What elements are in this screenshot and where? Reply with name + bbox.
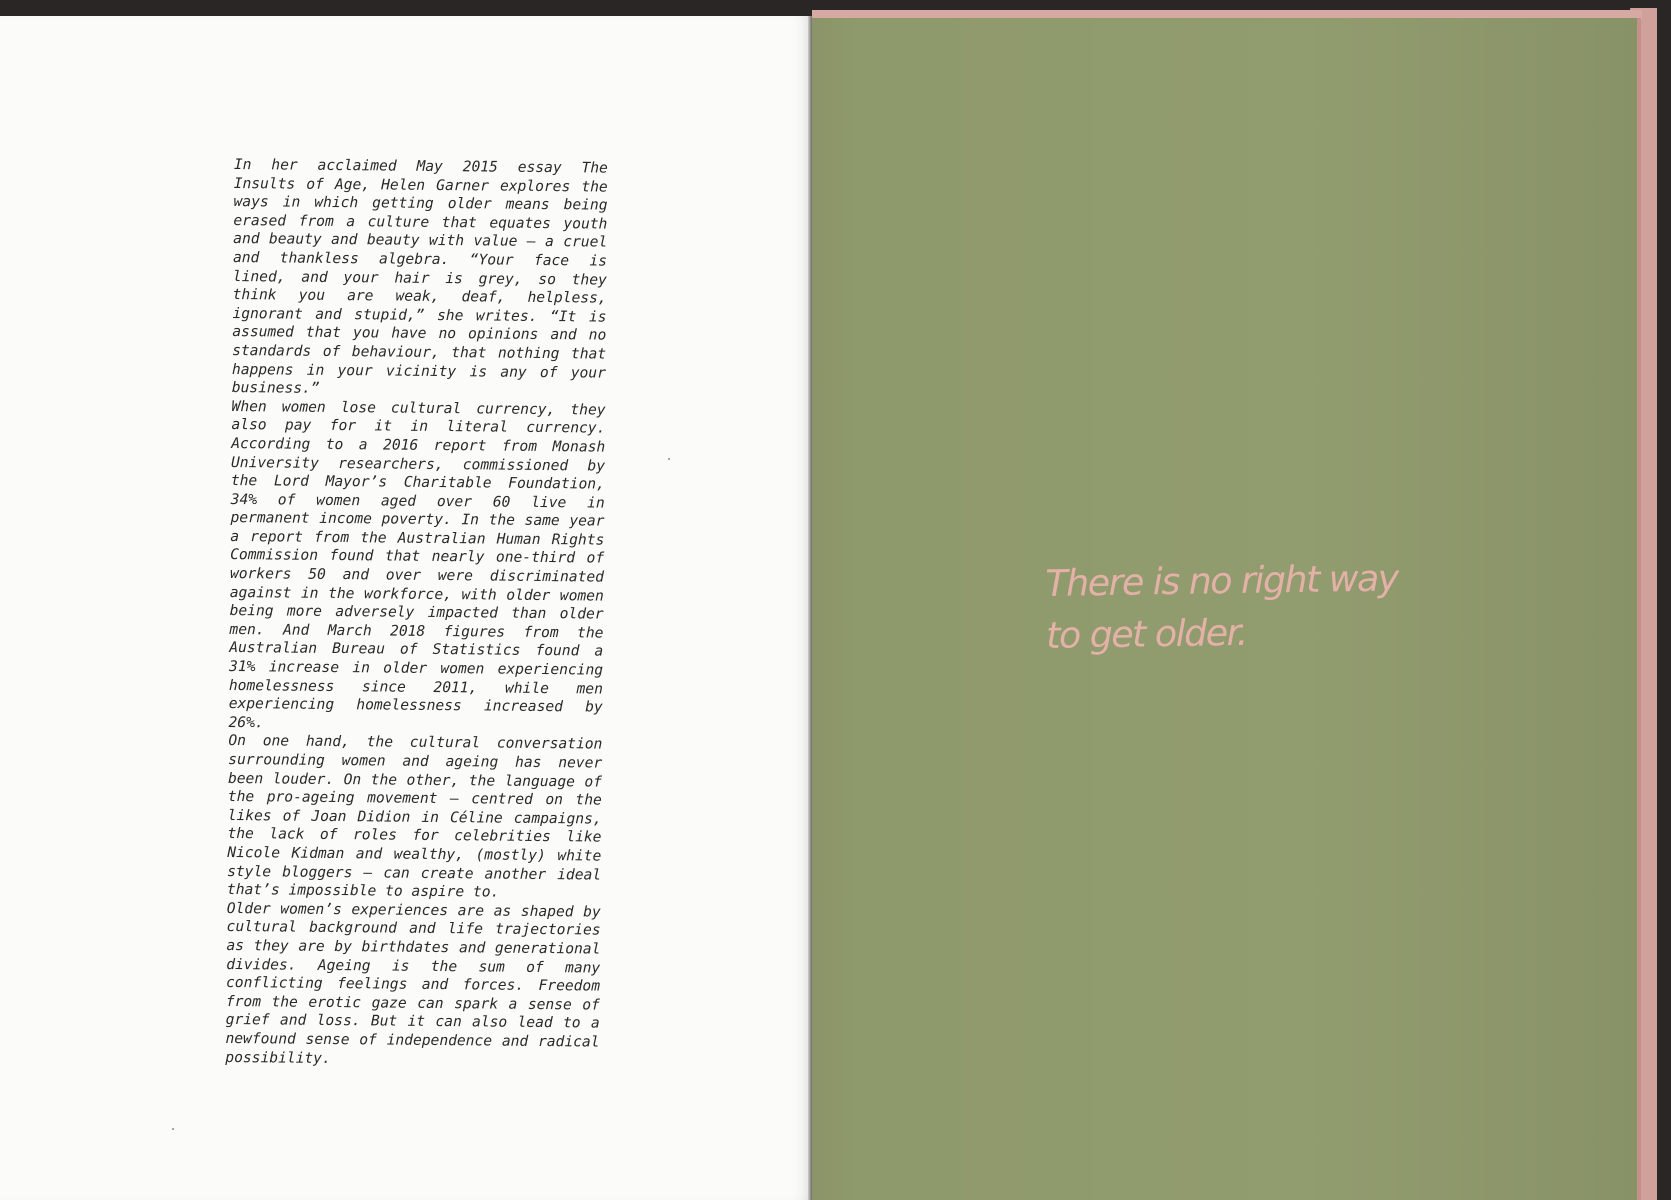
pull-quote-line-2: to get older. (1045, 610, 1247, 657)
pull-quote-line-1: There is no right way (1045, 556, 1399, 605)
paper-speck (172, 1128, 174, 1130)
right-page-edge (1637, 18, 1641, 1200)
essay-paragraph-2: When women lose cultural currency, they also pay for it in literal currency. According to a 2016 report from Monash University researchers, commissioned by the Lord Mayor’s Charitable Foundation, 34% of women aged over 60 live in permanent income poverty. In the same year a report from the Australian Human Rights Commission found that nearly one-third of workers 50 and over were discriminated against in the workforce, with older women being more adversely impacted than older men. And March 2018 figures from the Australian Bureau of Statistics found a 31% increase in older women experiencing homelessness since 2011, while men experiencing homelessness increased by 26%. (228, 397, 606, 732)
paper-speck (668, 458, 670, 460)
essay-paragraph-4: Older women’s experiences are as shaped by cultural background and life trajectories as they are by birthdates and generational divides. Ageing is the sum of many conflicting feelings and forces. Freedom from the erotic gaze can spark a sense of grief and loss. But it can also lead to a newfound sense of independence and radical possibility. (225, 899, 601, 1067)
pull-quote (1045, 551, 1467, 662)
essay-paragraph-1: In her acclaimed May 2015 essay The Insults of Age, Helen Garner explores the ways in which getting older means being erased from a culture that equates youth and beauty and beauty with value – a cruel and thankless algebra. “Your face is lined, and your hair is grey, so they think you are weak, deaf, helpless, ignorant and stupid,” she writes. “It is assumed that you have no opinions and no standards of behaviour, that nothing that happens in your vicinity is any of your business.” (231, 156, 608, 397)
essay-paragraph-3: On one hand, the cultural conversation surrounding women and ageing has never been louder. On the other, the language of the pro-ageing movement – centred on the likes of Joan Didion in Céline campaigns, the lack of roles for celebrities like Nicole Kidman and wealthy, (mostly) white style bloggers – can create another ideal that’s impossible to aspire to. (226, 732, 603, 901)
essay-text (225, 156, 608, 1071)
